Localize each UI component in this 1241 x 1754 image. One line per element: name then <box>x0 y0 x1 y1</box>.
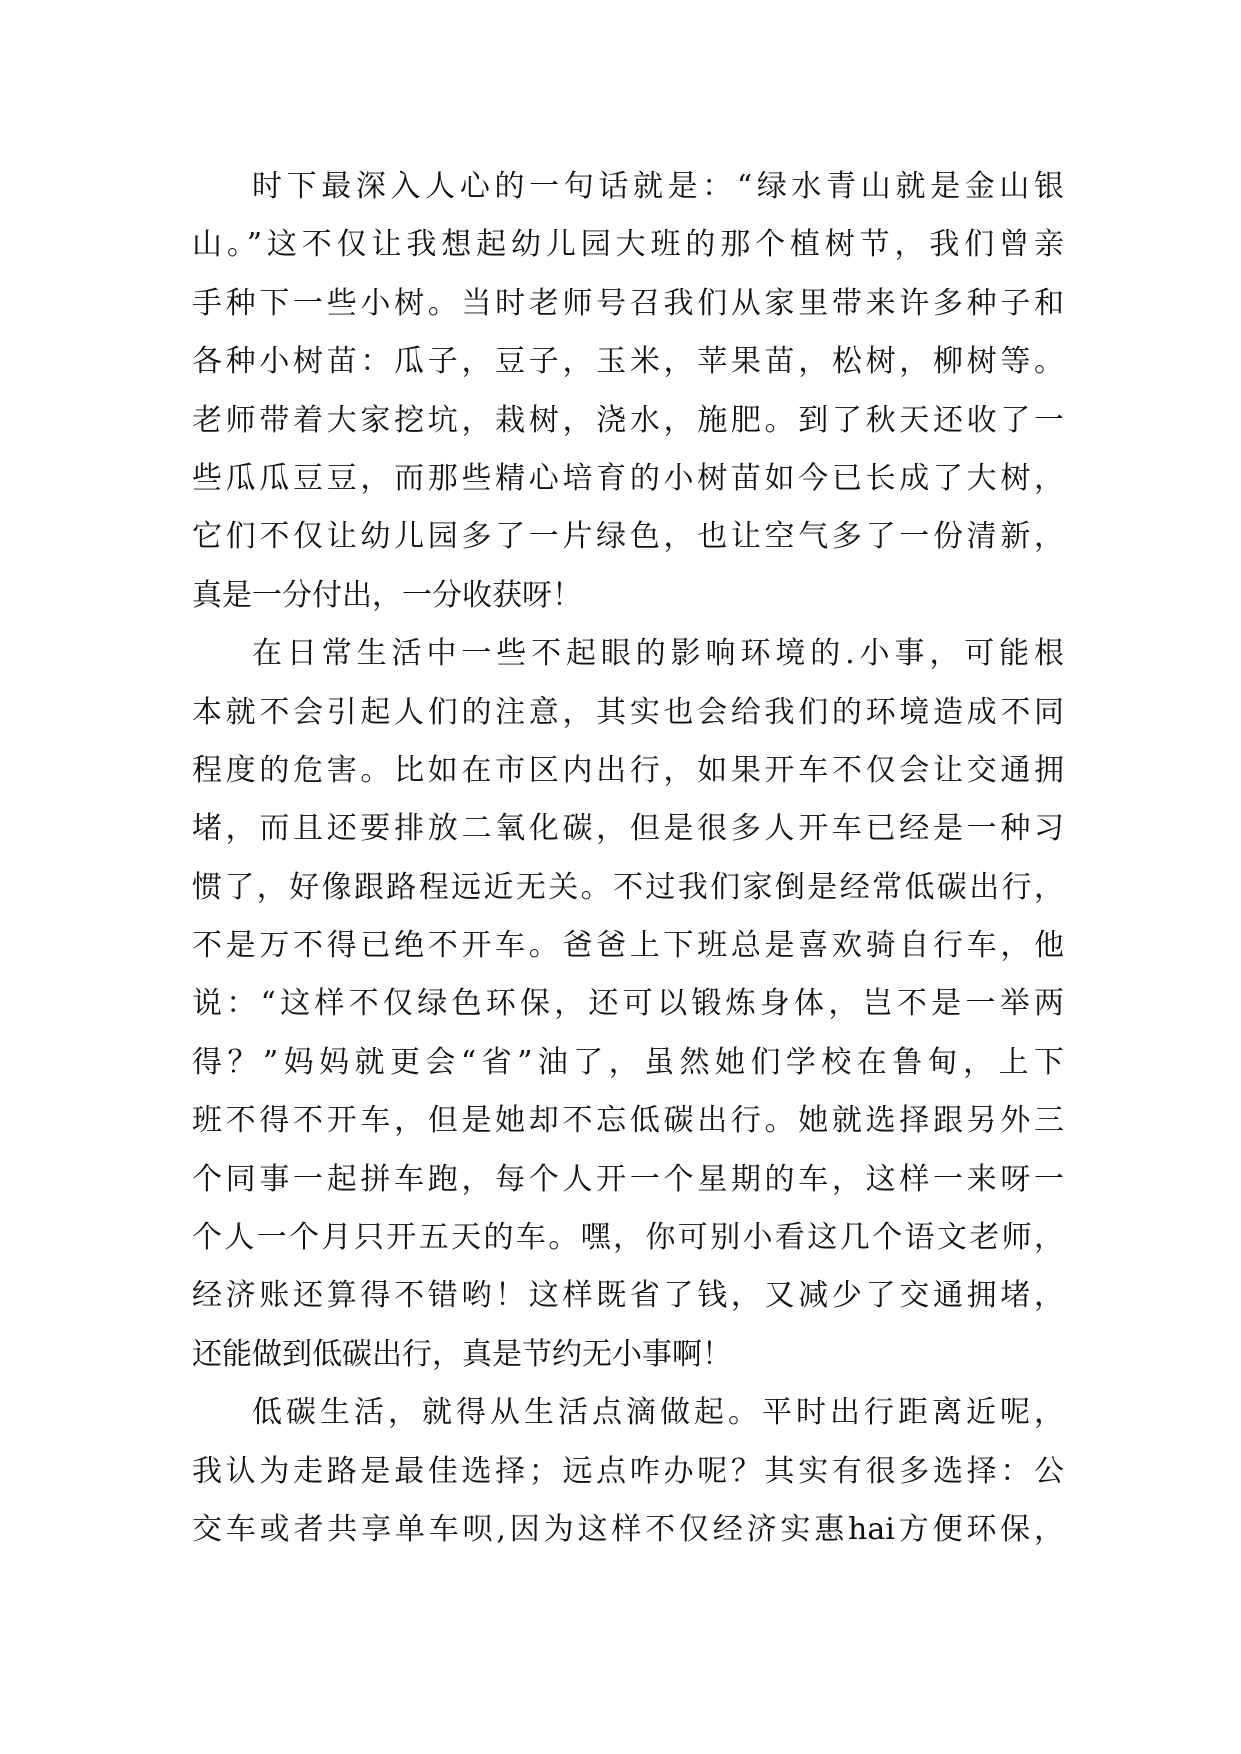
text-line: 本就不会引起人们的注意，其实也会给我们的环境造成不同 <box>192 694 1064 730</box>
text-line: 老师带着大家挖坑，栽树，浇水，施肥。到了秋天还收了一 <box>192 402 1064 438</box>
text-line: 惯了，好像跟路程远近无关。不过我们家倒是经常低碳出行， <box>192 869 1064 905</box>
text-line: 得？”妈妈就更会“省”油了，虽然她们学校在鲁甸，上下 <box>192 1044 1064 1080</box>
document-body <box>192 158 1064 1559</box>
text-line: 程度的危害。比如在市区内出行，如果开车不仅会让交通拥 <box>192 752 1064 788</box>
text-line: 经济账还算得不错哟！这样既省了钱，又减少了交通拥堵， <box>192 1278 1064 1314</box>
text-line: 个同事一起拼车跑，每个人开一个星期的车，这样一来呀一 <box>192 1161 1064 1197</box>
text-line: 交车或者共享单车呗,因为这样不仅经济实惠hai方便环保， <box>192 1511 1064 1547</box>
text-line: 各种小树苗：瓜子，豆子，玉米，苹果苗，松树，柳树等。 <box>192 344 1064 380</box>
text-line: 我认为走路是最佳选择；远点咋办呢？其实有很多选择：公 <box>192 1453 1064 1489</box>
paragraph-3 <box>192 1384 1064 1559</box>
text-line: 班不得不开车，但是她却不忘低碳出行。她就选择跟另外三 <box>192 1103 1064 1139</box>
text-line: 真是一分付出，一分收获呀！ <box>192 577 582 613</box>
text-line: 手种下一些小树。当时老师号召我们从家里带来许多种子和 <box>192 285 1064 321</box>
text-line: 些瓜瓜豆豆，而那些精心培育的小树苗如今已长成了大树， <box>192 460 1064 496</box>
text-line: 时下最深入人心的一句话就是：“绿水青山就是金山银 <box>252 169 1064 204</box>
text-line: 低碳生活，就得从生活点滴做起。平时出行距离近呢， <box>252 1395 1064 1431</box>
paragraph-2 <box>192 625 1064 1384</box>
text-line: 还能做到低碳出行，真是节约无小事啊！ <box>192 1336 732 1372</box>
text-line: 它们不仅让幼儿园多了一片绿色，也让空气多了一份清新， <box>192 519 1064 555</box>
text-line: 山。”这不仅让我想起幼儿园大班的那个植树节，我们曾亲 <box>192 227 1064 263</box>
text-line: 不是万不得已绝不开车。爸爸上下班总是喜欢骑自行车，他 <box>192 928 1064 964</box>
text-line: 在日常生活中一些不起眼的影响环境的.小事，可能根 <box>252 636 1064 672</box>
paragraph-1 <box>192 158 1064 625</box>
text-line: 个人一个月只开五天的车。嘿，你可别小看这几个语文老师， <box>192 1220 1064 1256</box>
text-line: 说：“这样不仅绿色环保，还可以锻炼身体，岂不是一举两 <box>192 986 1064 1022</box>
text-line: 堵，而且还要排放二氧化碳，但是很多人开车已经是一种习 <box>192 811 1064 847</box>
